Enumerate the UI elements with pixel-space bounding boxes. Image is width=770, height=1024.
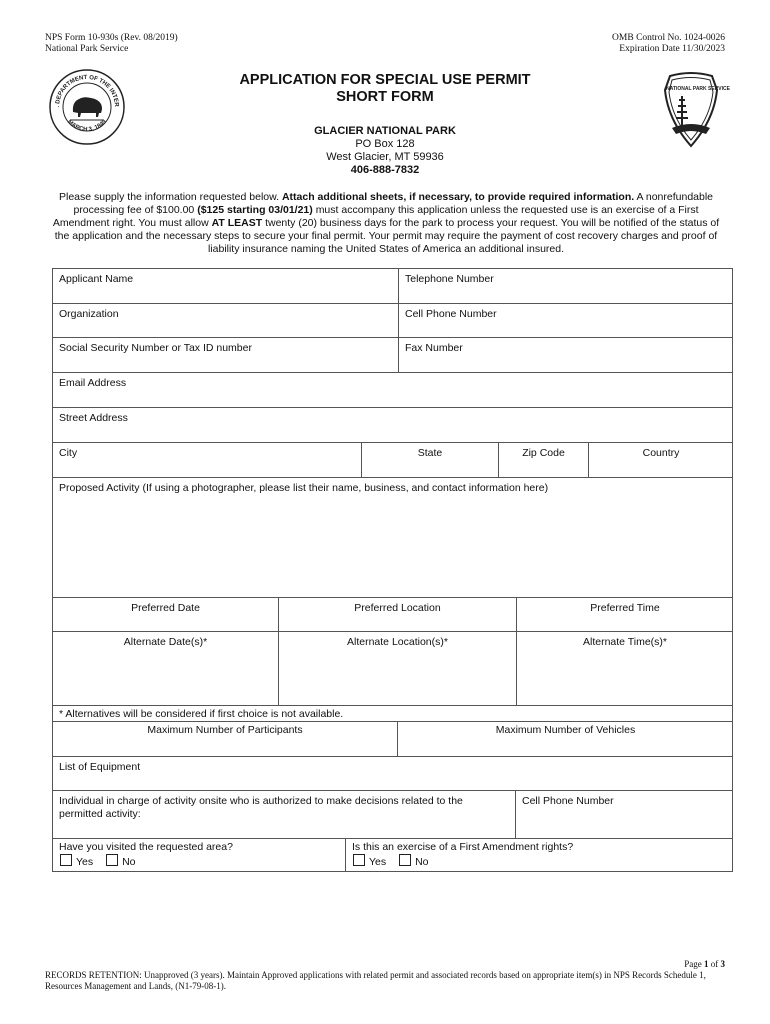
telephone-field[interactable]	[398, 268, 733, 303]
preferred-time-label: Preferred Time	[590, 602, 660, 614]
instructions-text-2: A nonrefundable processing fee of $100.00	[73, 191, 714, 216]
first-amendment-no-option[interactable]	[399, 856, 428, 868]
form-number: NPS Form 10-930s (Rev. 08/2019)	[45, 33, 178, 43]
omb-number: OMB Control No. 1024-0026	[612, 33, 725, 43]
first-amendment-no-checkbox[interactable]	[399, 854, 411, 866]
preferred-location-label: Preferred Location	[354, 602, 441, 614]
zip-code-label: Zip Code	[522, 447, 565, 459]
equipment-label: List of Equipment	[59, 761, 141, 773]
page-prefix: Page	[684, 959, 702, 969]
form-title: APPLICATION FOR SPECIAL USE PERMIT	[239, 72, 531, 88]
visited-area-options	[60, 854, 341, 869]
visited-yes-option[interactable]	[60, 856, 93, 868]
ssn-label: Social Security Number or Tax ID number	[59, 342, 252, 354]
instructions-text-4: twenty (20) business days for the park to process your request. You will be notified of the status of the application and the necessary steps to secure your final permit. Your permit may require the payment of cost recovery charges and proof of liability insurance naming the United States of America an additional insured.	[54, 217, 720, 255]
seal-top-text: . DEPARTMENT OF THE INTER	[54, 74, 120, 108]
individual-in-charge-field[interactable]	[52, 790, 515, 838]
zip-code-field[interactable]	[498, 442, 588, 477]
park-phone: 406-888-7832	[350, 164, 420, 176]
alternatives-note	[52, 705, 733, 721]
instructions-bold-3: AT LEAST	[211, 217, 263, 229]
park-po-box: PO Box 128	[355, 138, 415, 150]
visited-no-checkbox[interactable]	[106, 854, 118, 866]
first-amendment-yes-label: Yes	[369, 856, 387, 868]
preferred-date-field[interactable]	[52, 597, 278, 631]
fax-field[interactable]	[398, 337, 733, 372]
preferred-location-field[interactable]	[278, 597, 516, 631]
records-retention-note: RECORDS RETENTION: Unapproved (3 years). Maintain Approved applications with related permit and associated records based on appropriate item(s) in NPS Records Schedule 1, Resources Management and Lands, (N1-79-08-1).	[45, 970, 706, 991]
cell-phone-2-field[interactable]	[515, 790, 733, 838]
page-total: 3	[720, 959, 725, 969]
expiration-date: Expiration Date 11/30/2023	[619, 44, 725, 54]
organization-label: Organization	[59, 308, 119, 320]
country-label: Country	[642, 447, 680, 459]
alternatives-note-text: * Alternatives will be considered if first choice is not available.	[59, 708, 344, 720]
max-vehicles-field[interactable]	[397, 721, 733, 756]
visited-yes-label: Yes	[76, 856, 94, 868]
first-amendment-yes-checkbox[interactable]	[353, 854, 365, 866]
country-field[interactable]	[588, 442, 733, 477]
max-participants-label: Maximum Number of Participants	[147, 724, 303, 736]
proposed-activity-label: Proposed Activity (If using a photographer, please list their name, business, and contact information here)	[59, 482, 549, 494]
nps-logo-text: NATIONAL PARK SERVICE	[666, 86, 730, 92]
alternate-dates-field[interactable]	[52, 631, 278, 705]
seal-bottom-text: MARCH 3, 1849	[66, 119, 108, 134]
instructions-bold-1: Attach additional sheets, if necessary, to provide required information.	[281, 191, 635, 203]
page-current: 1	[704, 959, 709, 969]
nps-arrowhead-icon	[662, 70, 730, 148]
telephone-label: Telephone Number	[405, 273, 494, 285]
alternate-locations-label: Alternate Location(s)*	[347, 636, 448, 648]
street-address-field[interactable]	[52, 407, 733, 442]
first-amendment-question	[345, 838, 733, 872]
page-number	[684, 959, 725, 970]
email-field[interactable]	[52, 372, 733, 407]
visited-area-label: Have you visited the requested area?	[59, 841, 233, 853]
alternate-times-field[interactable]	[516, 631, 733, 705]
alternate-times-label: Alternate Time(s)*	[582, 636, 668, 648]
applicant-name-label: Applicant Name	[59, 273, 134, 285]
visited-area-question	[52, 838, 345, 872]
state-label: State	[417, 447, 443, 459]
cell-phone-label: Cell Phone Number	[405, 308, 497, 320]
max-participants-field[interactable]	[52, 721, 397, 756]
instructions-bold-2: ($125 starting 03/01/21)	[197, 204, 313, 216]
applicant-name-field[interactable]	[52, 268, 398, 303]
proposed-activity-field[interactable]	[52, 477, 733, 597]
alternate-locations-field[interactable]	[278, 631, 516, 705]
interior-seal-icon	[48, 68, 126, 146]
park-city: West Glacier, MT 59936	[326, 151, 444, 163]
city-label: City	[59, 447, 78, 459]
first-amendment-yes-option[interactable]	[353, 856, 386, 868]
max-vehicles-label: Maximum Number of Vehicles	[495, 724, 636, 736]
preferred-time-field[interactable]	[516, 597, 733, 631]
visited-no-label: No	[122, 856, 136, 868]
park-name: GLACIER NATIONAL PARK	[314, 125, 456, 137]
instructions-paragraph	[50, 191, 722, 256]
agency-name: National Park Service	[45, 44, 129, 54]
cell-phone-2-label: Cell Phone Number	[522, 795, 614, 807]
permit-form	[52, 268, 733, 872]
preferred-date-label: Preferred Date	[131, 602, 200, 614]
organization-field[interactable]	[52, 303, 398, 337]
city-field[interactable]	[52, 442, 361, 477]
equipment-field[interactable]	[52, 756, 733, 790]
ssn-field[interactable]	[52, 337, 398, 372]
alternate-dates-label: Alternate Date(s)*	[123, 636, 208, 648]
first-amendment-label: Is this an exercise of a First Amendment rights?	[352, 841, 574, 853]
visited-yes-checkbox[interactable]	[60, 854, 72, 866]
page-of: of	[710, 959, 719, 969]
first-amendment-options	[353, 854, 729, 869]
form-subtitle: SHORT FORM	[336, 89, 434, 105]
individual-in-charge-label: Individual in charge of activity onsite who is authorized to make decisions related to the permitted activity:	[59, 795, 463, 820]
street-address-label: Street Address	[59, 412, 128, 424]
cell-phone-field[interactable]	[398, 303, 733, 337]
email-label: Email Address	[59, 377, 127, 389]
first-amendment-no-label: No	[415, 856, 429, 868]
svg-text:MARCH 3, 1849	[66, 119, 108, 133]
fax-label: Fax Number	[405, 342, 463, 354]
instructions-text-3: must accompany this application unless the requested use is an exercise of a First Amendment right. You must allow	[52, 204, 699, 229]
state-field[interactable]	[361, 442, 498, 477]
visited-no-option[interactable]	[106, 856, 135, 868]
instructions-text-1: Please supply the information requested below.	[58, 191, 280, 203]
